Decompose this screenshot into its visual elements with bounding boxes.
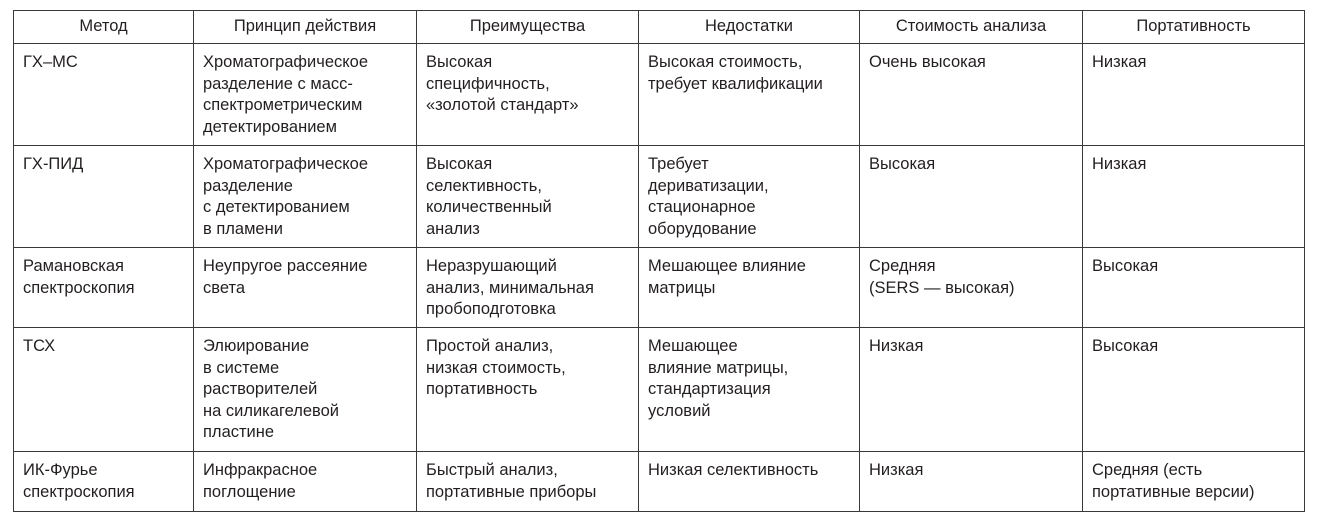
cell-portability: Низкая [1083,146,1305,248]
table-container [13,10,1305,512]
cell-cost: Низкая [860,328,1083,452]
cell-advantages: Высокая селективность, количественный анализ [417,146,639,248]
cell-principle: Хроматографическое разделение с детектированием в пламени [194,146,417,248]
table-row [14,452,1305,512]
table-row [14,248,1305,328]
cell-disadvantages: Высокая стоимость, требует квалификации [639,44,860,146]
cell-advantages: Неразрушающий анализ, минимальная пробоподготовка [417,248,639,328]
cell-advantages: Быстрый анализ, портативные приборы [417,452,639,512]
cell-method: ИК-Фурье спектроскопия [14,452,194,512]
cell-cost: Очень высокая [860,44,1083,146]
table-row [14,146,1305,248]
methods-comparison-table [13,10,1305,512]
header-disadvantages: Недостатки [639,11,860,44]
cell-disadvantages: Мешающее влияние матрицы, стандартизация условий [639,328,860,452]
header-advantages: Преимущества [417,11,639,44]
cell-principle: Элюирование в системе растворителей на силикагелевой пластине [194,328,417,452]
cell-advantages: Простой анализ, низкая стоимость, портативность [417,328,639,452]
header-portability: Портативность [1083,11,1305,44]
table-row [14,44,1305,146]
header-method: Метод [14,11,194,44]
table-row [14,328,1305,452]
cell-portability: Высокая [1083,248,1305,328]
cell-advantages: Высокая специфичность, «золотой стандарт» [417,44,639,146]
cell-method: ГХ-ПИД [14,146,194,248]
cell-principle: Хроматографическое разделение с масс- спектрометрическим детектированием [194,44,417,146]
cell-method: ТСХ [14,328,194,452]
cell-cost: Низкая [860,452,1083,512]
cell-portability: Высокая [1083,328,1305,452]
cell-portability: Средняя (есть портативные версии) [1083,452,1305,512]
header-cost: Стоимость анализа [860,11,1083,44]
cell-portability: Низкая [1083,44,1305,146]
cell-cost: Высокая [860,146,1083,248]
cell-method: ГХ–МС [14,44,194,146]
cell-disadvantages: Мешающее влияние матрицы [639,248,860,328]
cell-disadvantages: Низкая селективность [639,452,860,512]
cell-cost: Средняя (SERS — высокая) [860,248,1083,328]
table-header-row [14,11,1305,44]
cell-disadvantages: Требует дериватизации, стационарное оборудование [639,146,860,248]
header-principle: Принцип действия [194,11,417,44]
cell-principle: Неупругое рассеяние света [194,248,417,328]
cell-method: Рамановская спектроскопия [14,248,194,328]
cell-principle: Инфракрасное поглощение [194,452,417,512]
